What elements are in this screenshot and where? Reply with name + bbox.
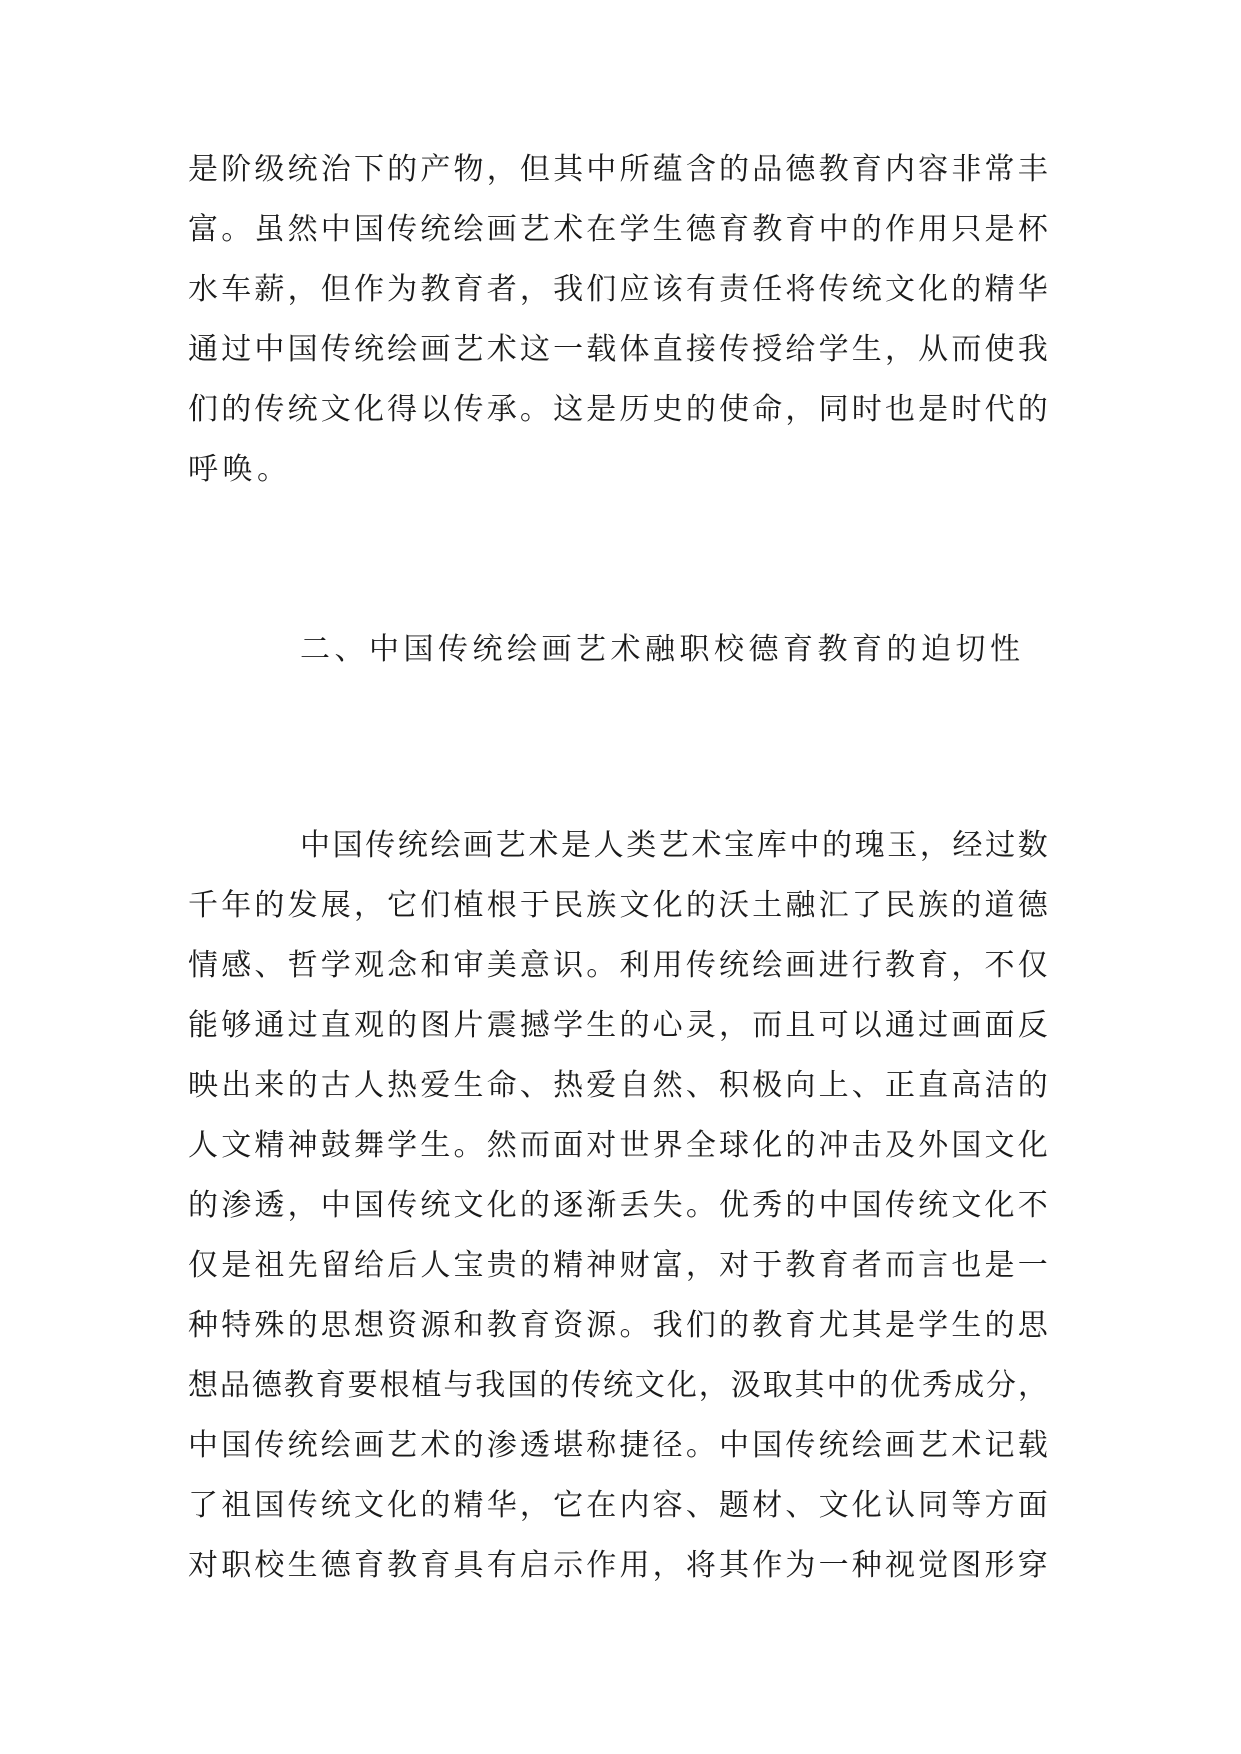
paragraph1-line-4: 通 过 中 国 传 统 绘 画 艺 术 这 一 载 体 直 接 传 授 给 学 生 ， 从 而 使 我 — [188, 332, 1048, 367]
paragraph2-line-7: 的 渗 透 ， 中 国 传 统 文 化 的 逐 渐 丢 失 。 优 秀 的 中 国 传 统 文 化 不 — [188, 1188, 1048, 1223]
paragraph2-line-9: 种 特 殊 的 思 想 资 源 和 教 育 资 源 。 我 们 的 教 育 尤 其 是 学 生 的 思 — [188, 1308, 1048, 1343]
paragraph1-line-3: 水 车 薪 ， 但 作 为 教 育 者 ， 我 们 应 该 有 责 任 将 传 统 文 化 的 精 华 — [188, 272, 1048, 307]
paragraph1-line-1: 是 阶 级 统 治 下 的 产 物 ， 但 其 中 所 蕴 含 的 品 德 教 育 内 容 非 常 丰 — [188, 152, 1048, 187]
paragraph1-line-2: 富 。 虽 然 中 国 传 统 绘 画 艺 术 在 学 生 德 育 教 育 中 的 作 用 只 是 杯 — [188, 212, 1048, 247]
paragraph2-line-1: 中 国 传 统 绘 画 艺 术 是 人 类 艺 术 宝 库 中 的 瑰 玉 ， 经 过 数 — [300, 828, 1048, 863]
paragraph2-line-8: 仅 是 祖 先 留 给 后 人 宝 贵 的 精 神 财 富 ， 对 于 教 育 者 而 言 也 是 一 — [188, 1248, 1048, 1283]
paragraph2-line-5: 映 出 来 的 古 人 热 爱 生 命 、 热 爱 自 然 、 积 极 向 上 、 正 直 高 洁 的 — [188, 1068, 1048, 1103]
paragraph2-line-2: 千 年 的 发 展 ， 它 们 植 根 于 民 族 文 化 的 沃 土 融 汇 了 民 族 的 道 德 — [188, 888, 1048, 923]
paragraph2-line-3: 情 感 、 哲 学 观 念 和 审 美 意 识 。 利 用 传 统 绘 画 进 行 教 育 ， 不 仅 — [188, 948, 1048, 983]
paragraph2-line-10: 想 品 德 教 育 要 根 植 与 我 国 的 传 统 文 化 ， 汲 取 其 中 的 优 秀 成 分 ， — [188, 1368, 1048, 1403]
paragraph1-line-5: 们 的 传 统 文 化 得 以 传 承 。 这 是 历 史 的 使 命 ， 同 时 也 是 时 代 的 — [188, 392, 1048, 427]
paragraph2-line-13: 对 职 校 生 德 育 教 育 具 有 启 示 作 用 ， 将 其 作 为 一 种 视 觉 图 形 穿 — [188, 1548, 1048, 1583]
paragraph1-line-6: 呼唤。 — [188, 452, 292, 487]
paragraph2-line-4: 能 够 通 过 直 观 的 图 片 震 撼 学 生 的 心 灵 ， 而 且 可 以 通 过 画 面 反 — [188, 1008, 1048, 1043]
paragraph2-line-12: 了 祖 国 传 统 文 化 的 精 华 ， 它 在 内 容 、 题 材 、 文 化 认 同 等 方 面 — [188, 1488, 1048, 1523]
paragraph2-line-11: 中 国 传 统 绘 画 艺 术 的 渗 透 堪 称 捷 径 。 中 国 传 统 绘 画 艺 术 记 载 — [188, 1428, 1048, 1463]
section-heading: 二、中国传统绘画艺术融职校德育教育的迫切性 — [300, 632, 1025, 667]
paragraph2-line-6: 人 文 精 神 鼓 舞 学 生 。 然 而 面 对 世 界 全 球 化 的 冲 击 及 外 国 文 化 — [188, 1128, 1048, 1163]
